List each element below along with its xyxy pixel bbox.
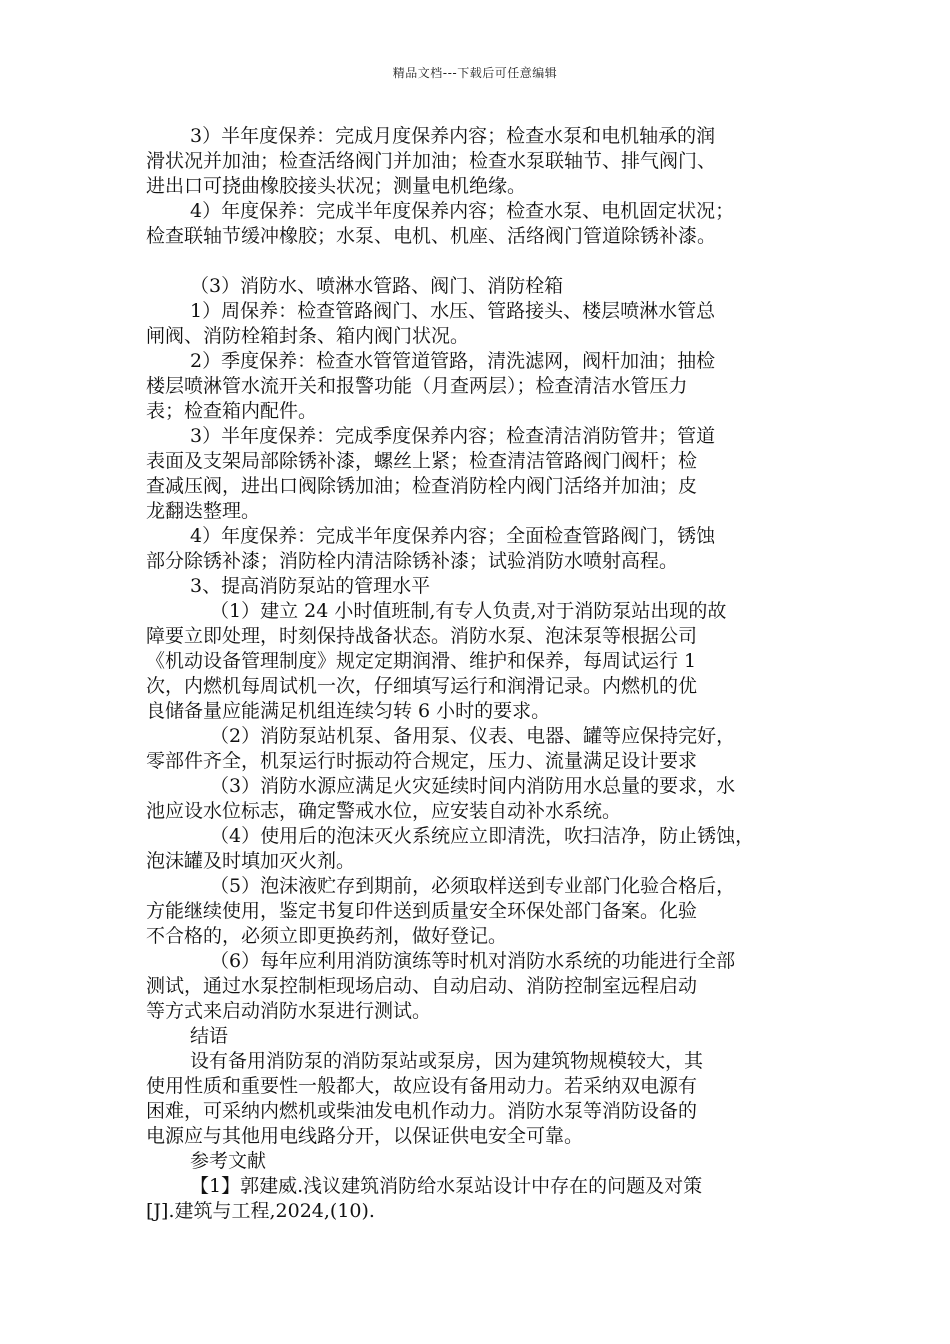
text-line: 方能继续使用，鉴定书复印件送到质量安全环保处部门备案。化验 — [146, 900, 698, 922]
text-line: 参考文献 — [190, 1150, 267, 1172]
paragraph — [146, 274, 810, 299]
text-line: 闸阀、消防栓箱封条、箱内阀门状况。 — [146, 325, 470, 347]
paragraph — [146, 774, 810, 824]
text-line: （6）每年应利用消防演练等时机对消防水系统的功能进行全部 — [210, 950, 736, 972]
paragraph — [146, 424, 810, 524]
page-header: 精品文档---下载后可任意编辑 — [392, 66, 558, 80]
text-line: 良储备量应能满足机组连续匀转 6 小时的要求。 — [146, 700, 551, 722]
text-line: 滑状况并加油；检查活络阀门并加油；检查水泵联轴节、排气阀门、 — [146, 150, 717, 172]
text-line: 2）季度保养：检查水管管道管路，清洗滤网，阀杆加油；抽检 — [190, 350, 716, 372]
paragraph — [146, 124, 810, 199]
document-body — [146, 124, 810, 1224]
paragraph — [146, 1049, 810, 1149]
text-line: 困难，可采纳内燃机或柴油发电机作动力。消防水泵等消防设备的 — [146, 1100, 698, 1122]
paragraph — [146, 524, 810, 574]
paragraph — [146, 1024, 810, 1049]
text-line: （3）消防水源应满足火灾延续时间内消防用水总量的要求，水 — [210, 775, 736, 797]
text-line: 使用性质和重要性一般都大，故应设有备用动力。若采纳双电源有 — [146, 1075, 698, 1097]
text-line: 《机动设备管理制度》规定定期润滑、维护和保养，每周试运行 1 — [146, 650, 697, 672]
text-line: 设有备用消防泵的消防泵站或泵房，因为建筑物规模较大，其 — [190, 1050, 704, 1072]
text-line: （1）建立 24 小时值班制,有专人负责,对于消防泵站出现的故 — [210, 600, 727, 622]
paragraph — [146, 349, 810, 424]
text-line: 【1】郭建威.浅议建筑消防给水泵站设计中存在的问题及对策 — [190, 1175, 703, 1197]
text-line: 等方式来启动消防水泵进行测试。 — [146, 1000, 432, 1022]
paragraph-gap — [146, 249, 810, 274]
text-line: （4）使用后的泡沫灭火系统应立即清洗，吹扫洁净，防止锈蚀， — [210, 825, 755, 847]
text-line: 结语 — [190, 1025, 229, 1047]
text-line: 3、提高消防泵站的管理水平 — [190, 575, 431, 597]
text-line: 零部件齐全，机泵运行时振动符合规定，压力、流量满足设计要求 — [146, 750, 698, 772]
text-line: 楼层喷淋管水流开关和报警功能（月查两层）；检查清洁水管压力 — [146, 375, 688, 397]
text-line: 3）半年度保养：完成季度保养内容；检查清洁消防管井；管道 — [190, 425, 716, 447]
text-line: 表面及支架局部除锈补漆，螺丝上紧；检查清洁管路阀门阀杆；检 — [146, 450, 698, 472]
paragraph — [146, 599, 810, 724]
paragraph — [146, 1174, 810, 1224]
text-line: 1）周保养：检查管路阀门、水压、管路接头、楼层喷淋水管总 — [190, 300, 716, 322]
text-line: （2）消防泵站机泵、备用泵、仪表、电器、罐等应保持完好， — [210, 725, 736, 747]
text-line: 测试，通过水泵控制柜现场启动、自动启动、消防控制室远程启动 — [146, 975, 698, 997]
text-line: 龙翻迭整理。 — [146, 500, 261, 522]
paragraph — [146, 574, 810, 599]
paragraph — [146, 949, 810, 1024]
paragraph — [146, 1149, 810, 1174]
text-line: 障要立即处理，时刻保持战备状态。消防水泵、泡沫泵等根据公司 — [146, 625, 698, 647]
text-line: 部分除锈补漆；消防栓内清洁除锈补漆；试验消防水喷射高程。 — [146, 550, 679, 572]
text-line: 查减压阀，进出口阀除锈加油；检查消防栓内阀门活络并加油；皮 — [146, 475, 698, 497]
text-line: 进出口可挠曲橡胶接头状况；测量电机绝缘。 — [146, 175, 527, 197]
paragraph — [146, 824, 810, 874]
text-line: 泡沫罐及时填加灭火剂。 — [146, 850, 356, 872]
text-line: 3）半年度保养：完成月度保养内容；检查水泵和电机轴承的润 — [190, 125, 716, 147]
text-line: 检查联轴节缓冲橡胶；水泵、电机、机座、活络阀门管道除锈补漆。 — [146, 225, 717, 247]
text-line: 次，内燃机每周试机一次，仔细填写运行和润滑记录。内燃机的优 — [146, 675, 698, 697]
paragraph — [146, 724, 810, 774]
paragraph — [146, 874, 810, 949]
text-line: （5）泡沫液贮存到期前，必须取样送到专业部门化验合格后， — [210, 875, 736, 897]
text-line: 池应设水位标志，确定警戒水位，应安装自动补水系统。 — [146, 800, 622, 822]
text-line: 4）年度保养：完成半年度保养内容；检查水泵、电机固定状况； — [190, 200, 735, 222]
text-line: [J].建筑与工程,2024,(10). — [146, 1200, 375, 1222]
text-line: 表；检查箱内配件。 — [146, 400, 318, 422]
text-line: 不合格的，必须立即更换药剂，做好登记。 — [146, 925, 508, 947]
text-line: （3）消防水、喷淋水管路、阀门、消防栓箱 — [190, 275, 564, 297]
paragraph — [146, 299, 810, 349]
paragraph — [146, 199, 810, 249]
text-line: 4）年度保养：完成半年度保养内容；全面检查管路阀门，锈蚀 — [190, 525, 716, 547]
text-line: 电源应与其他用电线路分开，以保证供电安全可靠。 — [146, 1125, 584, 1147]
